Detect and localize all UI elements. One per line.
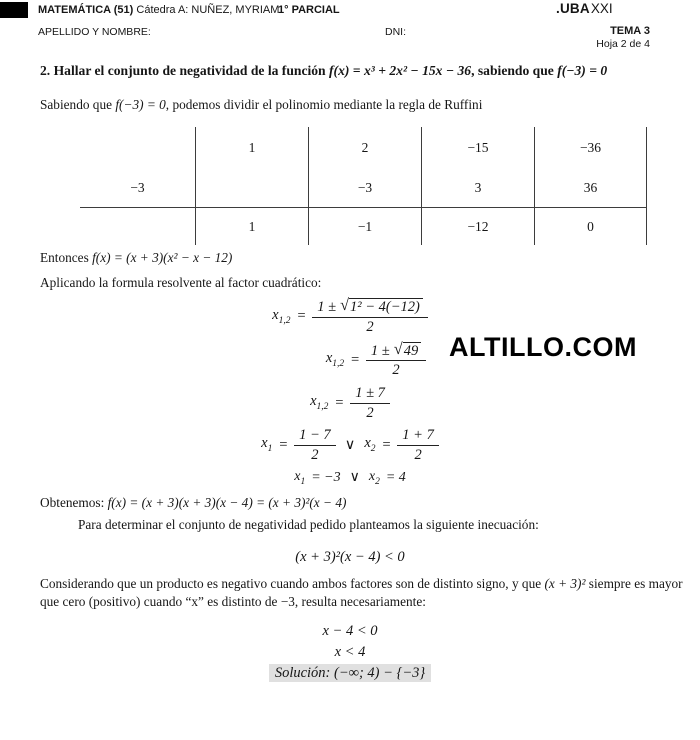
table-cell: 0 <box>534 207 647 245</box>
factored-form-line: Entonces f(x) = (x + 3)(x² − x − 12) <box>40 250 233 266</box>
numerator: 1 + 7 <box>397 427 439 446</box>
course-title <box>38 4 279 16</box>
fraction <box>397 427 439 463</box>
xxi-logo-text: XXI <box>590 1 613 16</box>
solution-highlight: Solución: (−∞; 4) − {−3} <box>269 664 431 682</box>
table-cell: −15 <box>421 127 534 168</box>
equals-sign: = <box>296 308 307 325</box>
subscript: 1 <box>300 476 306 487</box>
fraction <box>312 298 428 335</box>
table-root-label: −3 <box>130 179 145 195</box>
denominator: 2 <box>392 362 400 379</box>
or-sign: ∨ <box>344 437 356 454</box>
inequality-step: x − 4 < 0 <box>322 623 378 639</box>
inecuacion-intro-line: Para determinar el conjunto de negatividad pedido planteamos la siguiente inecuación: <box>78 517 539 533</box>
uba-logo-text: .UBA <box>556 1 590 16</box>
denominator: 2 <box>366 404 374 421</box>
quadratic-formula-step3 <box>0 385 700 421</box>
quadratic-formula-step1 <box>0 298 700 335</box>
formula-lhs: $x_{1,2}$ <box>310 393 329 412</box>
resolvente-intro-line: Aplicando la formula resolvente al factor cuadrático: <box>40 275 322 291</box>
function-definition: f(x) = x³ + 2x² − 15x − 36 <box>329 63 472 78</box>
obtenemos-line: Obtenemos: f(x) = (x + 3)(x + 3)(x − 4) = (x + 3)²(x − 4) <box>40 495 347 511</box>
subscript: 1,2 <box>316 402 329 412</box>
formula-lhs: $x_{1,2}$ <box>325 350 345 370</box>
roots-values-line: $x_1$ = −3 ∨ $x_2$ = 4 <box>294 468 406 487</box>
tema-block <box>596 25 650 51</box>
formula-lhs: $x_1$ <box>261 435 273 455</box>
table-cell: 1 <box>195 127 308 168</box>
statement-text: 2. Hallar el conjunto de negatividad de la función <box>40 63 330 78</box>
fraction <box>294 427 336 463</box>
subscript: 2 <box>370 444 376 455</box>
table-cell: −36 <box>534 127 647 168</box>
table-cell: 1 <box>195 207 308 245</box>
table-cell: 3 <box>421 168 534 207</box>
equals-sign: = <box>350 351 360 368</box>
statement-text: , sabiendo que <box>471 63 558 78</box>
table-cell: −1 <box>308 207 421 245</box>
table-cell: 2 <box>308 127 421 168</box>
root-condition: f(−3) = 0 <box>557 63 608 78</box>
table-cell <box>80 127 195 168</box>
numerator: 1 − 7 <box>294 427 336 446</box>
subscript: 2 <box>375 476 380 487</box>
ruffini-intro: Sabiendo que f(−3) = 0, podemos dividir el polinomio mediante la regla de Ruffini <box>40 97 483 113</box>
catedra-label: Cátedra A: NUÑEZ, MYRIAM <box>133 4 280 16</box>
tema-label: TEMA 3 <box>610 25 650 37</box>
or-sign: ∨ <box>349 469 360 485</box>
table-cell <box>80 207 195 245</box>
radical-sign: √ <box>340 296 350 315</box>
square-root: √ 1² − 4(−12) <box>340 298 423 316</box>
subscript: 1,2 <box>278 315 291 326</box>
numerator: 1 ± 7 <box>350 385 390 404</box>
table-cell: −3 <box>308 168 421 207</box>
roots-fractions-line <box>0 427 700 463</box>
altillo-watermark: ALTILLO.COM <box>449 332 637 362</box>
fraction <box>350 385 390 421</box>
denominator: 2 <box>366 318 374 335</box>
radical-sign: √ <box>393 339 403 358</box>
equals-sign: = <box>334 394 345 411</box>
dni-field-label: DNI: <box>385 26 406 38</box>
formula-lhs: $x_2$ <box>364 435 376 455</box>
considerando-paragraph: Considerando que un producto es negativo cuando ambos factores son de distinto signo, y que (x + 3)² siempre es mayor que cero (positivo) cuando “x” es distinto de −3, resulta necesariamente: <box>40 576 683 610</box>
table-cell: −12 <box>421 207 534 245</box>
subscript: 1,2 <box>332 359 345 370</box>
name-field-label: APELLIDO Y NOMBRE: <box>38 26 151 38</box>
course-code: MATEMÁTICA (51) <box>38 4 134 16</box>
exam-label: 1° PARCIAL <box>278 4 340 16</box>
uba-xxi-logo <box>556 1 613 16</box>
solution-body <box>0 48 700 682</box>
ruffini-table <box>80 127 647 245</box>
formula-lhs: $x_1$ <box>294 468 306 487</box>
redaction-mark <box>0 2 28 18</box>
solution-line <box>0 665 700 682</box>
formula-lhs: $x_{1,2}$ <box>272 306 291 326</box>
table-cell <box>195 168 308 207</box>
subscript: 1 <box>267 444 273 455</box>
formula-lhs: $x_2$ <box>368 468 380 487</box>
fraction <box>366 339 426 379</box>
numerator: 1 ± √ 1² − 4(−12) <box>312 298 428 318</box>
numerator: 1 ± √ 49 <box>366 342 426 362</box>
page-number: Hoja 2 de 4 <box>596 38 650 51</box>
problem-statement <box>40 62 700 80</box>
main-inequality: (x + 3)²(x − 4) < 0 <box>295 549 405 566</box>
denominator: 2 <box>311 446 319 463</box>
equals-sign: = <box>381 437 392 454</box>
denominator: 2 <box>414 446 422 463</box>
page-header <box>0 0 700 51</box>
inequality-result: x < 4 <box>334 644 366 660</box>
table-cell: 36 <box>534 168 647 207</box>
square-root: √ 49 <box>394 342 421 360</box>
equals-sign: = <box>278 437 289 454</box>
